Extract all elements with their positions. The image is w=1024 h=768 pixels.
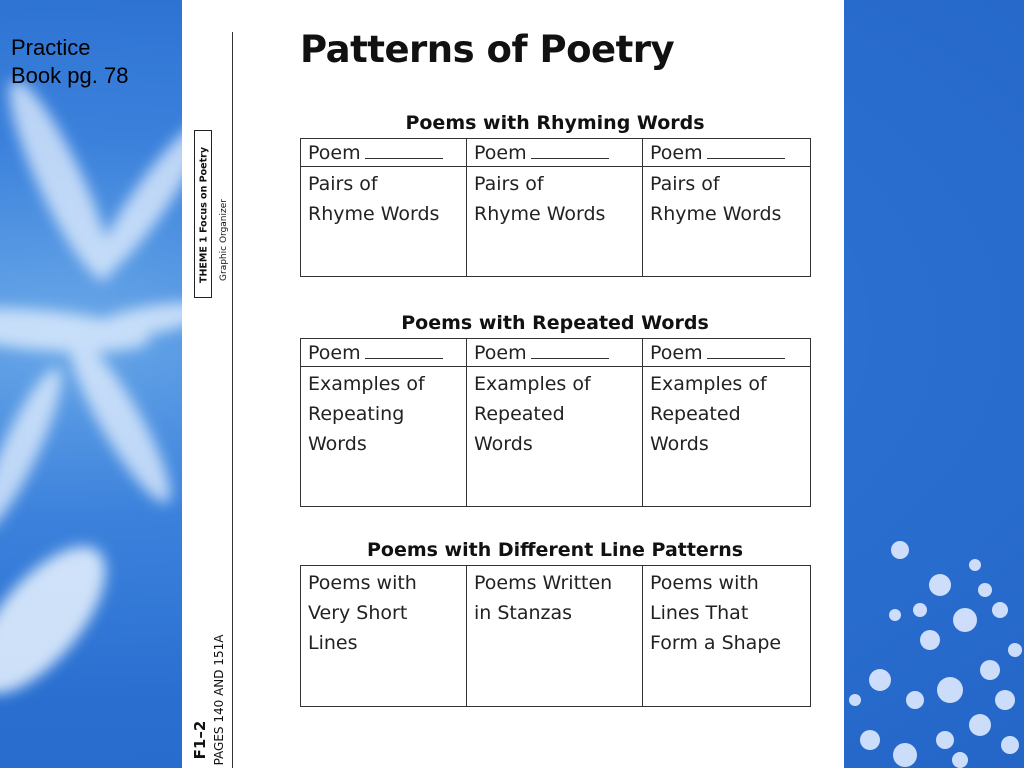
cell-line: Repeated bbox=[650, 403, 741, 425]
section-line-patterns bbox=[300, 539, 810, 707]
cell-line: Rhyme Words bbox=[474, 203, 606, 225]
cell-line: Pairs of bbox=[308, 173, 378, 195]
line-patterns-table bbox=[300, 565, 811, 707]
cell-line: Words bbox=[474, 433, 533, 455]
poem-blank[interactable] bbox=[531, 140, 609, 159]
poem-label: Poem bbox=[308, 142, 361, 164]
cell-line: Words bbox=[308, 433, 367, 455]
poem-label: Poem bbox=[650, 142, 703, 164]
section-heading: Poems with Repeated Words bbox=[401, 312, 709, 334]
table-cell[interactable] bbox=[301, 367, 467, 507]
table-cell[interactable] bbox=[643, 167, 811, 277]
table-cell[interactable] bbox=[643, 566, 811, 707]
poem-cell[interactable] bbox=[643, 339, 811, 367]
margin-rule bbox=[232, 32, 233, 768]
poem-cell[interactable] bbox=[467, 339, 643, 367]
poem-label: Poem bbox=[474, 142, 527, 164]
cell-line: Lines bbox=[308, 632, 358, 654]
bottom-left-petal bbox=[0, 525, 128, 714]
poem-blank[interactable] bbox=[707, 140, 785, 159]
cell-line: Examples of bbox=[474, 373, 591, 395]
poem-cell[interactable] bbox=[467, 139, 643, 167]
page-title: Patterns of Poetry bbox=[300, 28, 675, 71]
cell-line: Pairs of bbox=[474, 173, 544, 195]
side-bottom-code: F1–2 bbox=[191, 720, 209, 760]
table-cell[interactable] bbox=[643, 367, 811, 507]
poem-label: Poem bbox=[308, 342, 361, 364]
poem-blank[interactable] bbox=[365, 340, 443, 359]
practice-label-line2: Book pg. 78 bbox=[11, 63, 129, 88]
cell-line: Poems Written bbox=[474, 572, 613, 594]
side-bottom-pages: PAGES 140 AND 151A bbox=[212, 634, 226, 766]
poem-cell[interactable] bbox=[301, 339, 467, 367]
cell-line: Examples of bbox=[308, 373, 425, 395]
poem-blank[interactable] bbox=[365, 140, 443, 159]
section-heading: Poems with Different Line Patterns bbox=[366, 539, 744, 561]
practice-label-line1: Practice bbox=[11, 35, 91, 60]
cell-line: Rhyme Words bbox=[650, 203, 782, 225]
poem-cell[interactable] bbox=[643, 139, 811, 167]
cell-line: Repeated bbox=[474, 403, 565, 425]
table-header-row bbox=[301, 139, 811, 167]
table-body-row bbox=[301, 566, 811, 707]
side-organizer-text: Graphic Organizer bbox=[219, 199, 229, 281]
cell-line: Words bbox=[650, 433, 709, 455]
poem-cell[interactable] bbox=[301, 139, 467, 167]
cell-line: Very Short bbox=[308, 602, 408, 624]
cell-line: Pairs of bbox=[650, 173, 720, 195]
poem-blank[interactable] bbox=[707, 340, 785, 359]
cell-line: Poems with bbox=[650, 572, 759, 594]
section-repeated-words bbox=[300, 312, 810, 507]
table-cell[interactable] bbox=[467, 566, 643, 707]
practice-book-label bbox=[11, 34, 161, 90]
side-theme-text: THEME 1 Focus on Poetry bbox=[198, 146, 210, 284]
table-body-row bbox=[301, 167, 811, 277]
cell-line: Repeating bbox=[308, 403, 405, 425]
table-cell[interactable] bbox=[301, 566, 467, 707]
cell-line: Form a Shape bbox=[650, 632, 782, 654]
poem-blank[interactable] bbox=[531, 340, 609, 359]
cell-line: Lines That bbox=[650, 602, 749, 624]
cell-line: Rhyme Words bbox=[308, 203, 440, 225]
table-cell[interactable] bbox=[467, 367, 643, 507]
table-body-row bbox=[301, 367, 811, 507]
worksheet-page bbox=[182, 0, 844, 768]
cell-line: Examples of bbox=[650, 373, 767, 395]
poem-label: Poem bbox=[474, 342, 527, 364]
small-flowers-right bbox=[849, 541, 1022, 768]
table-cell[interactable] bbox=[301, 167, 467, 277]
table-cell[interactable] bbox=[467, 167, 643, 277]
repeated-table bbox=[300, 338, 811, 507]
table-header-row bbox=[301, 339, 811, 367]
poem-label: Poem bbox=[650, 342, 703, 364]
cell-line: Poems with bbox=[308, 572, 417, 594]
cell-line: in Stanzas bbox=[474, 602, 573, 624]
rhyming-table bbox=[300, 138, 811, 277]
section-heading: Poems with Rhyming Words bbox=[405, 112, 705, 134]
section-rhyming-words bbox=[300, 112, 810, 277]
